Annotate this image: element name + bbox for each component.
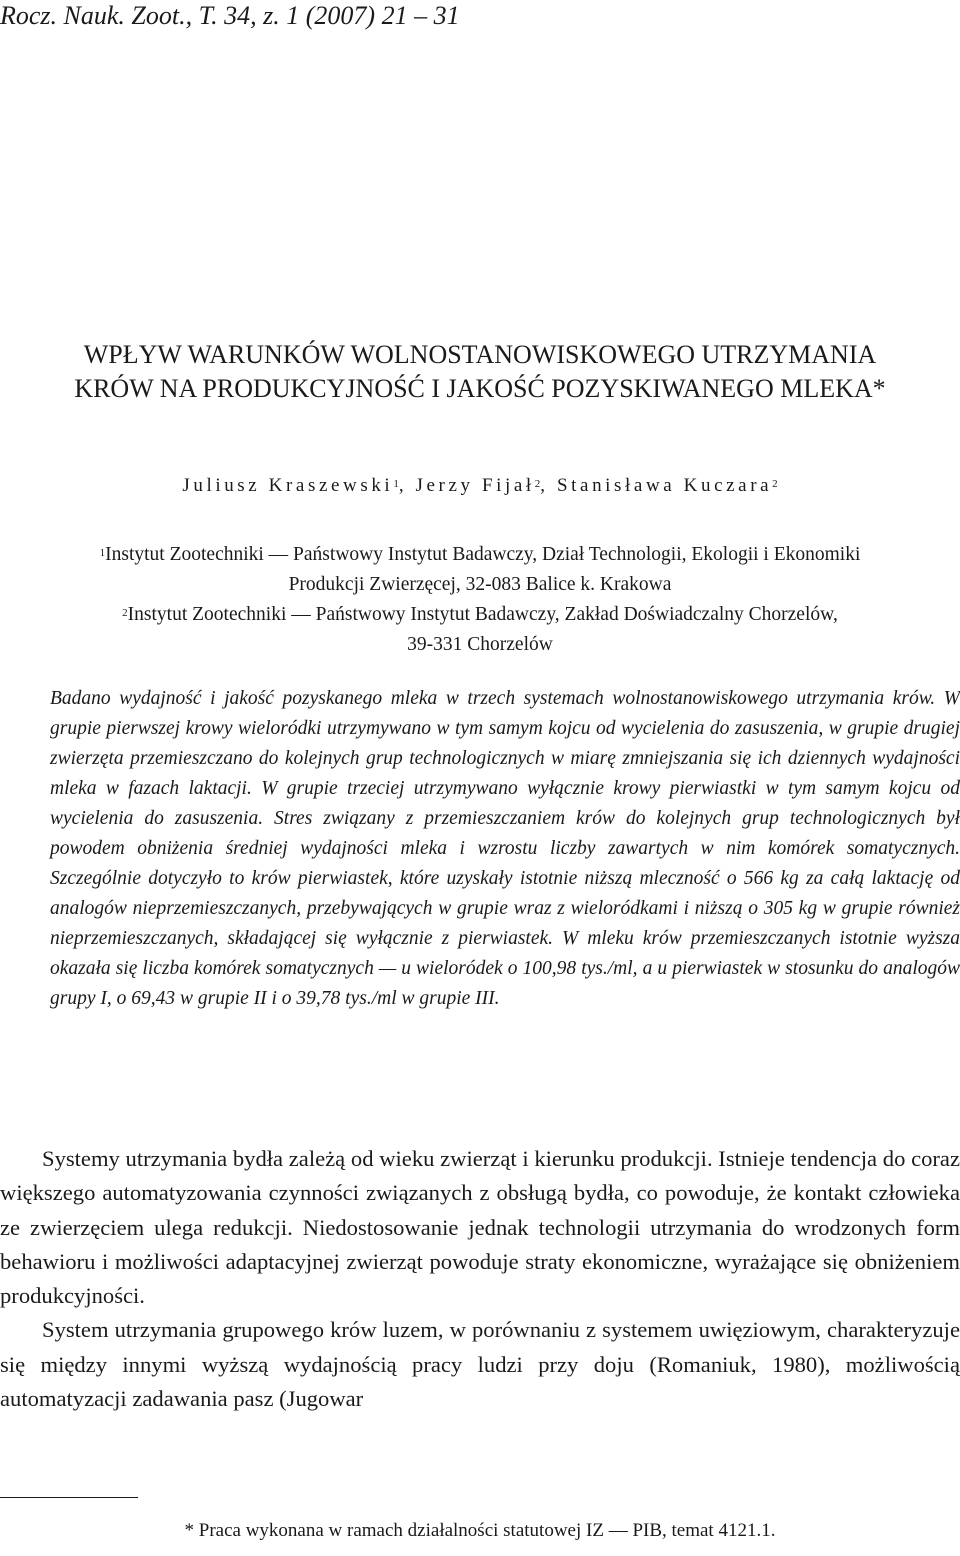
author-name: Stanisława Kuczara [557,475,773,496]
author-name: Jerzy Fijał [415,475,535,496]
author-list [0,474,960,498]
affiliation-text: Instytut Zootechniki — Państwowy Instytut Badawczy, Dział Technologii, Ekologii i Ekonomiki [105,544,861,565]
author-name: Juliusz Kraszewski [182,475,394,496]
title-line-1: WPŁYW WARUNKÓW WOLNOSTANOWISKOWEGO UTRZYMANIA [83,340,877,369]
journal-header: Rocz. Nauk. Zoot., T. 34, z. 1 (2007) 21 – 31 [0,1,460,30]
affiliation-2-line-2: 39-331 Chorzelów [407,634,553,655]
affiliation-text: Instytut Zootechniki — Państwowy Instytut Badawczy, Zakład Doświadczalny Chorzelów, [127,604,838,625]
body-paragraph-2: System utrzymania grupowego krów luzem, w porównaniu z systemem uwięziowym, charakteryzuje się między innymi wyższą wydajnością pracy ludzi przy doju (Romaniuk, 1980), możliwością automatyzacji zadawania pasz (Jugowar [0,1317,960,1412]
abstract: Badano wydajność i jakość pozyskanego mleka w trzech systemach wolnostanowiskowego utrzymania krów. W grupie pierwszej krowy wieloródki utrzymywano w tym samym kojcu od wycielenia do zasuszenia, w grupie drugiej zwierzęta przemieszczano do kolejnych grup technologicznych w miarę zmniejszania się ich dziennych wydajności mleka w fazach laktacji. W grupie trzeciej utrzymywano wyłącznie krowy pierwiastki w tym samym kojcu od wycielenia do zasuszenia. Stres związany z przemieszczaniem krów do kolejnych grup technologicznych był powodem obniżenia średniej wydajności mleka i wzrostu liczby zawartych w nim komórek somatycznych. Szczególnie dotyczyło to krów pierwiastek, które uzyskały istotnie niższą mleczność o 566 kg za całą laktację od analogów nieprzemieszczanych, przebywających w grupie wraz z wieloródkami i niższą o 305 kg w grupie również nieprzemieszczanych, składającej się wyłącznie z pierwiastek. W mleku krów przemieszczanych istotnie wyższa okazała się liczba komórek somatycznych — u wieloródek o 100,98 tys./ml, a u pierwiastek w stosunku do analogów grupy I, o 69,43 w grupie II i o 39,78 tys./ml w grupie III. [50,688,960,1009]
affiliation-mark: 2 [772,478,778,490]
body-paragraph-1: Systemy utrzymania bydła zależą od wieku zwierząt i kierunku produkcji. Istnieje tendencja do coraz większego automatyzowania czynności związanych z obsługą bydła, co powoduje, że kontakt człowieka ze zwierzęciem ulega redukcji. Niedostosowanie jednak technologii utrzymania do wrodzonych form behawioru i możliwości adaptacyjnej zwierząt powoduje straty ekonomiczne, wyrażające się obniżeniem produkcyjności. [0,1146,960,1309]
affiliation-1-line-2: Produkcji Zwierzęcej, 32-083 Balice k. Krakowa [288,574,672,595]
footnote: * Praca wykonana w ramach działalności statutowej IZ — PIB, temat 4121.1. [184,1520,776,1541]
affiliation-2-line-1 [0,600,960,630]
affiliation-mark: 1 [99,547,106,559]
author-separator: , [398,475,416,496]
affiliation-1-line-1 [0,540,960,570]
footnote-rule [0,1497,138,1498]
affiliation-mark: 2 [122,607,128,619]
author-separator: , [540,475,557,496]
title-line-2: KRÓW NA PRODUKCYJNOŚĆ I JAKOŚĆ POZYSKIWANEGO MLEKA* [74,374,886,403]
body-text [0,1142,960,1416]
affiliation-mark: 1 [393,478,399,490]
affiliation-mark: 2 [534,478,541,490]
